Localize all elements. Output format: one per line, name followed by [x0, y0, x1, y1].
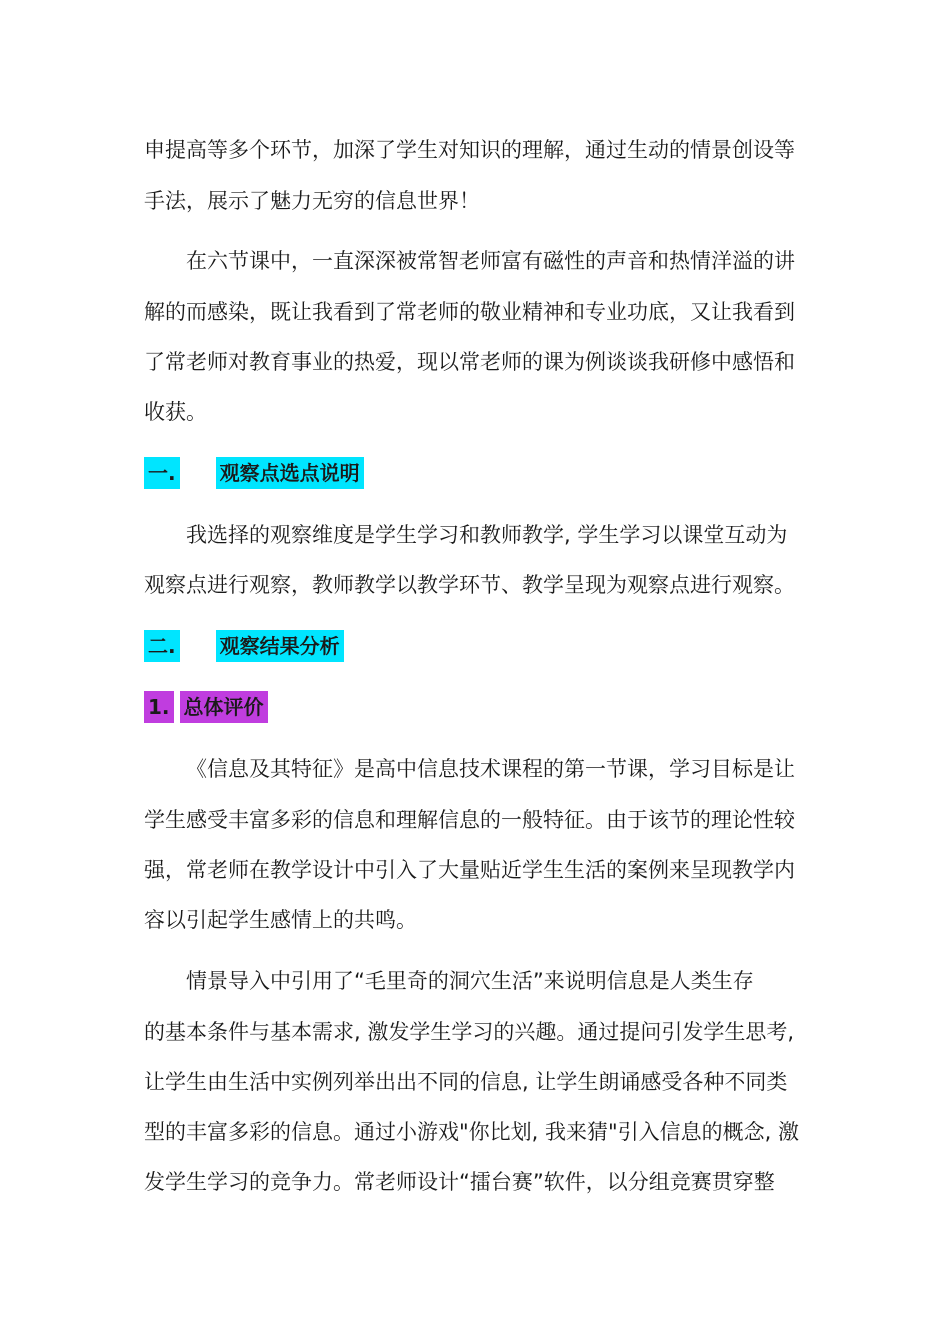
- paragraph-line: 申提高等多个环节，加深了学生对知识的理解，通过生动的情景创设等: [144, 138, 795, 162]
- paragraph-line: 容以引起学生感情上的共鸣。: [144, 908, 417, 932]
- paragraph-line: 发学生学习的竞争力。常老师设计“擂台赛”软件，以分组竞赛贯穿整: [144, 1170, 775, 1194]
- paragraph-line: 我选择的观察维度是学生学习和教师教学, 学生学习以课堂互动为: [186, 523, 788, 547]
- subsection-title: 总体评价: [180, 691, 268, 723]
- paragraph-line: 情景导入中引用了“毛里奇的洞穴生活”来说明信息是人类生存: [186, 969, 754, 993]
- paragraph-line: 观察点进行观察，教师教学以教学环节、教学呈现为观察点进行观察。: [144, 573, 795, 597]
- paragraph-line: 了常老师对教育事业的热爱，现以常老师的课为例谈谈我研修中感悟和: [144, 350, 795, 374]
- section-heading-1: [144, 457, 364, 489]
- subsection-heading-1: [144, 691, 268, 723]
- paragraph-line: 《信息及其特征》是高中信息技术课程的第一节课，学习目标是让: [186, 757, 795, 781]
- paragraph-line: 解的而感染，既让我看到了常老师的敬业精神和专业功底，又让我看到: [144, 300, 795, 324]
- paragraph-line: 型的丰富多彩的信息。通过小游戏"你比划, 我来猜"引入信息的概念, 激: [144, 1120, 800, 1144]
- paragraph-line: 强，常老师在教学设计中引入了大量贴近学生生活的案例来呈现教学内: [144, 858, 795, 882]
- subsection-number: 1.: [144, 691, 174, 723]
- paragraph-line: 手法，展示了魅力无穷的信息世界！: [144, 189, 480, 213]
- section-number: 二.: [144, 630, 180, 662]
- section-number: 一.: [144, 457, 180, 489]
- paragraph-line: 让学生由生活中实例列举出出不同的信息, 让学生朗诵感受各种不同类: [144, 1070, 788, 1094]
- section-title: 观察点选点说明: [216, 457, 364, 489]
- paragraph-line: 在六节课中，一直深深被常智老师富有磁性的声音和热情洋溢的讲: [186, 249, 795, 273]
- section-title: 观察结果分析: [216, 630, 344, 662]
- paragraph-line: 学生感受丰富多彩的信息和理解信息的一般特征。由于该节的理论性较: [144, 808, 795, 832]
- paragraph-line: 收获。: [144, 400, 207, 424]
- paragraph-line: 的基本条件与基本需求, 激发学生学习的兴趣。通过提问引发学生思考,: [144, 1020, 795, 1044]
- section-heading-2: [144, 630, 344, 662]
